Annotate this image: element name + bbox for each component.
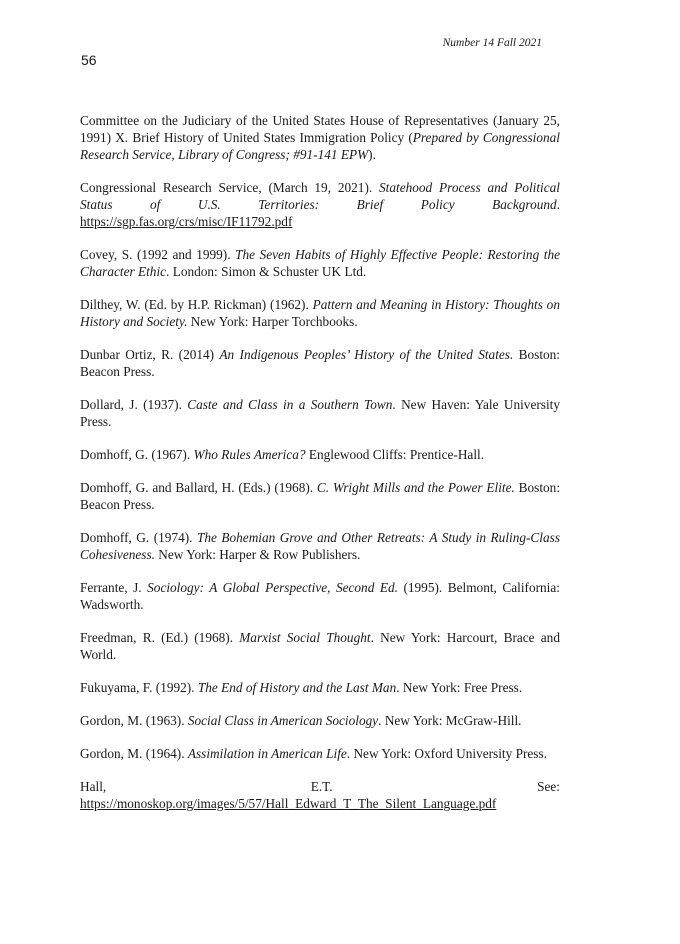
reference-entry (80, 579, 560, 613)
reference-entry (80, 479, 560, 513)
reference-entry (80, 712, 560, 729)
reference-text: New York: Harper Torchbooks. (187, 314, 358, 329)
reference-title: Assimilation in American Life (187, 746, 347, 761)
reference-text: Domhoff, G. (1974). (80, 530, 197, 545)
reference-text: ). (368, 147, 376, 162)
reference-title: The Bohemian Grove and Other Retreats: A Study in Ruling-Class Cohesiveness. (80, 530, 560, 562)
reference-entry (80, 179, 560, 230)
reference-text: Congressional Research Service, (March 19, 2021). (80, 180, 380, 195)
reference-text: Freedman, R. (Ed.) (1968). (80, 630, 240, 645)
reference-entry (80, 112, 560, 163)
reference-text: New York: Harper & Row Publishers. (154, 547, 361, 562)
reference-list (80, 112, 560, 828)
reference-text: Dollard, J. (1937). (80, 397, 188, 412)
reference-entry (80, 529, 560, 563)
reference-title: Prepared by Congressional Research Service, Library of Congress; #91-141 EPW (80, 130, 560, 162)
reference-entry (80, 396, 560, 430)
reference-entry (80, 296, 560, 330)
reference-text: Englewood Cliffs: Prentice-Hall. (305, 447, 485, 462)
reference-text: Domhoff, G. (1967). (80, 447, 194, 462)
reference-text: . London: Simon & Schuster UK Ltd. (166, 264, 367, 279)
reference-text: Committee on the Judiciary of the United States House of Representatives (January 25, 1991) X. Brief History of United States Immigration Policy ( (80, 113, 560, 145)
reference-title: Caste and Class in a Southern Town (187, 397, 393, 412)
reference-text: Gordon, M. (1963). (80, 713, 188, 728)
reference-url-link[interactable]: https://sgp.fas.org/crs/misc/IF11792.pdf (80, 214, 293, 229)
reference-text: . New York: McGraw-Hill. (378, 713, 522, 728)
reference-title: Marxist Social Thought (239, 630, 371, 645)
reference-entry (80, 745, 560, 762)
reference-text: Dunbar Ortiz, R. (2014) (80, 347, 220, 362)
reference-entry (80, 629, 560, 663)
page-number: 56 (81, 52, 97, 68)
reference-title: The Seven Habits of Highly Effective People: Restoring the Character Ethic (80, 247, 560, 279)
reference-title: Sociology: A Global Perspective, Second Ed. (147, 580, 398, 595)
reference-title: Who Rules America? (193, 447, 306, 462)
reference-text: . New York: Harcourt, Brace and World. (80, 630, 560, 662)
reference-title: An Indigenous Peoples’ History of the United States. (219, 347, 514, 362)
reference-title: Social Class in American Sociology (187, 713, 379, 728)
reference-entry (80, 246, 560, 280)
reference-title: Statehood Process and Political Status of U.S. Territories: Brief Policy Background (80, 180, 560, 212)
reference-entry (80, 446, 560, 463)
reference-text: Covey, S. (1992 and 1999). (80, 247, 236, 262)
reference-text: . (556, 197, 560, 212)
reference-text: . New York: Oxford University Press. (346, 746, 547, 761)
reference-text: . New York: Free Press. (396, 680, 523, 695)
reference-url-link[interactable]: https://monoskop.org/images/5/57/Hall_Edward_T_The_Silent_Language.pdf (80, 796, 497, 811)
reference-title: Pattern and Meaning in History: Thoughts on History and Society. (80, 297, 560, 329)
reference-text: Ferrante, J. (80, 580, 148, 595)
reference-entry (80, 346, 560, 380)
reference-title: The End of History and the Last Man (197, 680, 397, 695)
reference-text: Boston: Beacon Press. (80, 480, 561, 512)
reference-title: C. Wright Mills and the Power Elite. (316, 480, 515, 495)
reference-entry (80, 778, 560, 812)
reference-text: (1995). Belmont, California: Wadsworth. (80, 580, 560, 612)
journal-issue: Number 14 Fall 2021 (442, 37, 542, 49)
reference-text: Gordon, M. (1964). (80, 746, 188, 761)
reference-text: Dilthey, W. (Ed. by H.P. Rickman) (1962). (80, 297, 313, 312)
reference-text: . New Haven: Yale University Press. (80, 397, 560, 429)
reference-text: Fukuyama, F. (1992). (80, 680, 198, 695)
reference-text: Domhoff, G. and Ballard, H. (Eds.) (1968). (80, 480, 317, 495)
reference-entry (80, 679, 560, 696)
reference-text: Hall, E.T. See: (80, 779, 560, 794)
reference-text: Boston: Beacon Press. (80, 347, 561, 379)
